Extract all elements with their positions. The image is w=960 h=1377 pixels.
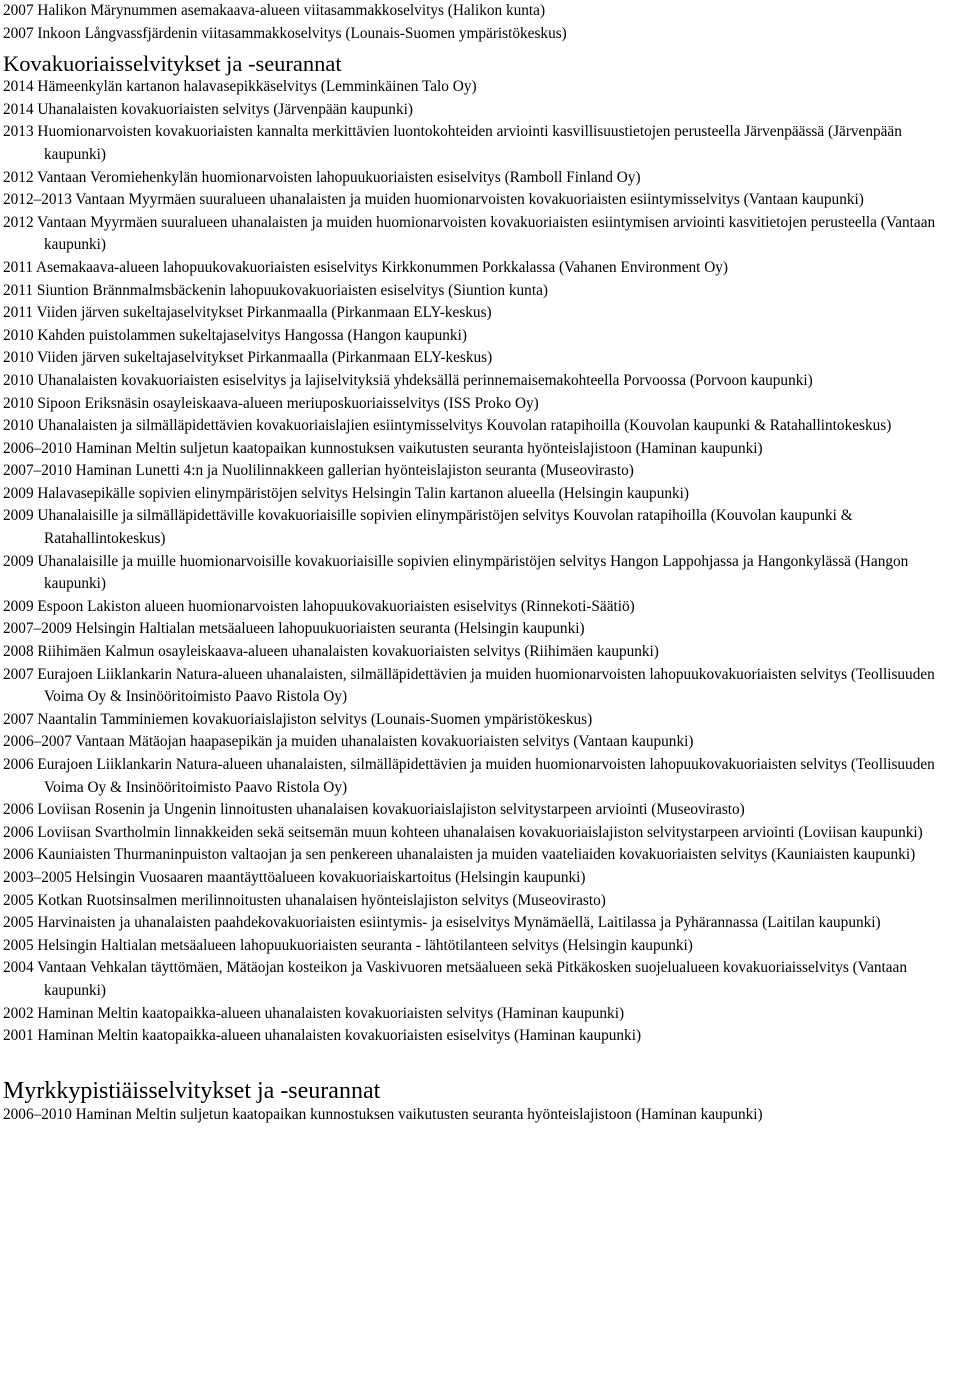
list-item: 2006–2007 Vantaan Mätäojan haapasepikän ja muiden uhanalaisten kovakuoriaisten selvitys (Vantaan kaupunki): [3, 733, 694, 751]
list-item: 2014 Hämeenkylän kartanon halavasepikkäselvitys (Lemminkäinen Talo Oy): [3, 78, 477, 96]
list-item: 2010 Sipoon Eriksnäsin osayleiskaava-alueen meriuposkuoriaisselvitys (ISS Proko Oy): [3, 394, 539, 412]
list-item: 2011 Siuntion Brännmalmsbäckenin lahopuukovakuoriaisten esiselvitys (Siuntion kunta): [3, 281, 548, 299]
list-item: 2007–2010 Haminan Lunetti 4:n ja Nuolilinnakkeen gallerian hyönteislajiston seuranta (Museovirasto): [3, 462, 634, 480]
list-item: 2009 Halavasepikälle sopivien elinympäristöjen selvitys Helsingin Talin kartanon alueella (Helsingin kaupunki): [3, 484, 689, 502]
list-item: 2007 Halikon Märynummen asemakaava-alueen viitasammakkoselvitys (Halikon kunta): [3, 2, 546, 19]
intro-entry-list: [3, 0, 957, 45]
section-wasp-surveys: [3, 1078, 957, 1127]
beetle-survey-list: [3, 76, 957, 1048]
list-item: 2013 Huomionarvoisten kovakuoriaisten kannalta merkittävien luontokohteiden arviointi kasvillisuustietojen perusteella Järvenpäässä (Järvenpään kaupunki): [3, 123, 902, 163]
section-heading: Myrkkypistiäisselvitykset ja -seurannat: [3, 1077, 381, 1104]
list-item: 2010 Uhanalaisten kovakuoriaisten esiselvitys ja lajiselvityksiä yhdeksällä perinnemaisemakohteella Porvoossa (Porvoon kaupunki): [3, 371, 813, 389]
list-item: 2006–2010 Haminan Meltin suljetun kaatopaikan kunnostuksen vaikutusten seuranta hyönteislajistoon (Haminan kaupunki): [3, 439, 763, 457]
list-item: 2006 Eurajoen Liiklankarin Natura-alueen uhanalaisten, silmälläpidettävien ja muiden huomionarvoisten lahopuukovakuoriaisten selvitys (Teollisuuden Voima Oy & Insinööritoimisto Paavo Ristola Oy): [3, 756, 935, 796]
list-item: 2012 Vantaan Myyrmäen suuralueen uhanalaisten ja muiden huomionarvoisten kovakuoriaisten esiintymisen arviointi kasvitietojen perusteella (Vantaan kaupunki): [3, 213, 936, 254]
list-item: 2005 Kotkan Ruotsinsalmen merilinnoitusten uhanalaisen hyönteislajiston selvitys (Museovirasto): [3, 891, 606, 909]
list-item: 2010 Viiden järven sukeltajaselvitykset Pirkanmaalla (Pirkanmaan ELY-keskus): [3, 349, 493, 367]
list-item: 2011 Asemakaava-alueen lahopuukovakuoriaisten esiselvitys Kirkkonummen Porkkalassa (Vahanen Environment Oy): [3, 258, 729, 276]
list-item: 2007 Eurajoen Liiklankarin Natura-alueen uhanalaisten, silmälläpidettävien ja muiden huomionarvoisten lahopuukovakuoriaisten selvitys (Teollisuuden Voima Oy & Insinööritoimisto Paavo Ristola Oy): [3, 665, 935, 706]
list-item: 2012–2013 Vantaan Myyrmäen suuralueen uhanalaisten ja muiden huomionarvoisten kovakuoriaisten esiintymisselvitys (Vantaan kaupunki): [3, 191, 864, 209]
list-item: 2010 Uhanalaisten ja silmälläpidettävien kovakuoriaislajien esiintymisselvitys Kouvolan ratapihoilla (Kouvolan kaupunki & Ratahallintokeskus): [3, 417, 892, 435]
list-item: 2006 Loviisan Svartholmin linnakkeiden sekä seitsemän muun kohteen uhanalaisen kovakuoriaislajiston selvitystarpeen arviointi (Loviisan kaupunki): [3, 823, 923, 841]
list-item: 2004 Vantaan Vehkalan täyttömäen, Mätäojan kosteikon ja Vaskivuoren metsäalueen sekä Pitkäkosken suojelualueen kovakuoriaisselvitys (Vantaan kaupunki): [3, 959, 907, 999]
list-item: 2009 Uhanalaisille ja muille huomionarvoisille kovakuoriaisille sopivien elinympäristöjen selvitys Hangon Lappohjassa ja Hangonkylässä (Hangon kaupunki): [3, 552, 909, 593]
list-item: 2006 Kauniaisten Thurmaninpuiston valtaojan ja sen penkereen uhanalaisten ja muiden vaateliaiden kovakuoriaisten selvitys (Kauniaisten kaupunki): [3, 846, 916, 864]
list-item: 2005 Helsingin Haltialan metsäalueen lahopuukuoriaisten seuranta - lähtötilanteen selvitys (Helsingin kaupunki): [3, 936, 693, 954]
section-beetle-surveys: [3, 52, 957, 1048]
list-item: 2002 Haminan Meltin kaatopaikka-alueen uhanalaisten kovakuoriaisten selvitys (Haminan kaupunki): [3, 1004, 625, 1022]
list-item: 2008 Riihimäen Kalmun osayleiskaava-alueen uhanalaisten kovakuoriaisten selvitys (Riihimäen kaupunki): [3, 643, 659, 661]
wasp-survey-list: [3, 1104, 957, 1127]
list-item: 2010 Kahden puistolammen sukeltajaselvitys Hangossa (Hangon kaupunki): [3, 326, 467, 344]
list-item: 2006 Loviisan Rosenin ja Ungenin linnoitusten uhanalaisen kovakuoriaislajiston selvitystarpeen arviointi (Museovirasto): [3, 801, 745, 819]
list-item: 2001 Haminan Meltin kaatopaikka-alueen uhanalaisten kovakuoriaisten esiselvitys (Haminan kaupunki): [3, 1027, 642, 1045]
list-item: 2003–2005 Helsingin Vuosaaren maantäyttöalueen kovakuoriaiskartoitus (Helsingin kaupunki): [3, 868, 586, 886]
list-item: 2006–2010 Haminan Meltin suljetun kaatopaikan kunnostuksen vaikutusten seuranta hyönteislajistoon (Haminan kaupunki): [3, 1105, 763, 1123]
list-item: 2011 Viiden järven sukeltajaselvitykset Pirkanmaalla (Pirkanmaan ELY-keskus): [3, 304, 492, 322]
list-item: 2007 Inkoon Långvassfjärdenin viitasammakkoselvitys (Lounais-Suomen ympäristökeskus): [3, 24, 567, 42]
list-item: 2009 Uhanalaisille ja silmälläpidettäville kovakuoriaisille sopivien elinympäristöjen selvitys Kouvolan ratapihoilla (Kouvolan kaupunki & Ratahallintokeskus): [3, 507, 853, 548]
section-heading: Kovakuoriaisselvitykset ja -seurannat: [3, 51, 342, 77]
list-item: 2009 Espoon Lakiston alueen huomionarvoisten lahopuukovakuoriaisten esiselvitys (Rinnekoti-Säätiö): [3, 597, 635, 615]
list-item: 2007–2009 Helsingin Haltialan metsäalueen lahopuukuoriaisten seuranta (Helsingin kaupunki): [3, 620, 585, 638]
list-item: 2005 Harvinaisten ja uhanalaisten paahdekovakuoriaisten esiintymis- ja esiselvitys Mynämäellä, Laitilassa ja Pyhärannassa (Laitilan kaupunki): [3, 914, 881, 932]
list-item: 2007 Naantalin Tamminiemen kovakuoriaislajiston selvitys (Lounais-Suomen ympäristökeskus): [3, 710, 593, 728]
list-item: 2014 Uhanalaisten kovakuoriaisten selvitys (Järvenpään kaupunki): [3, 100, 413, 118]
list-item: 2012 Vantaan Veromiehenkylän huomionarvoisten lahopuukuoriaisten esiselvitys (Ramboll Finland Oy): [3, 168, 641, 186]
